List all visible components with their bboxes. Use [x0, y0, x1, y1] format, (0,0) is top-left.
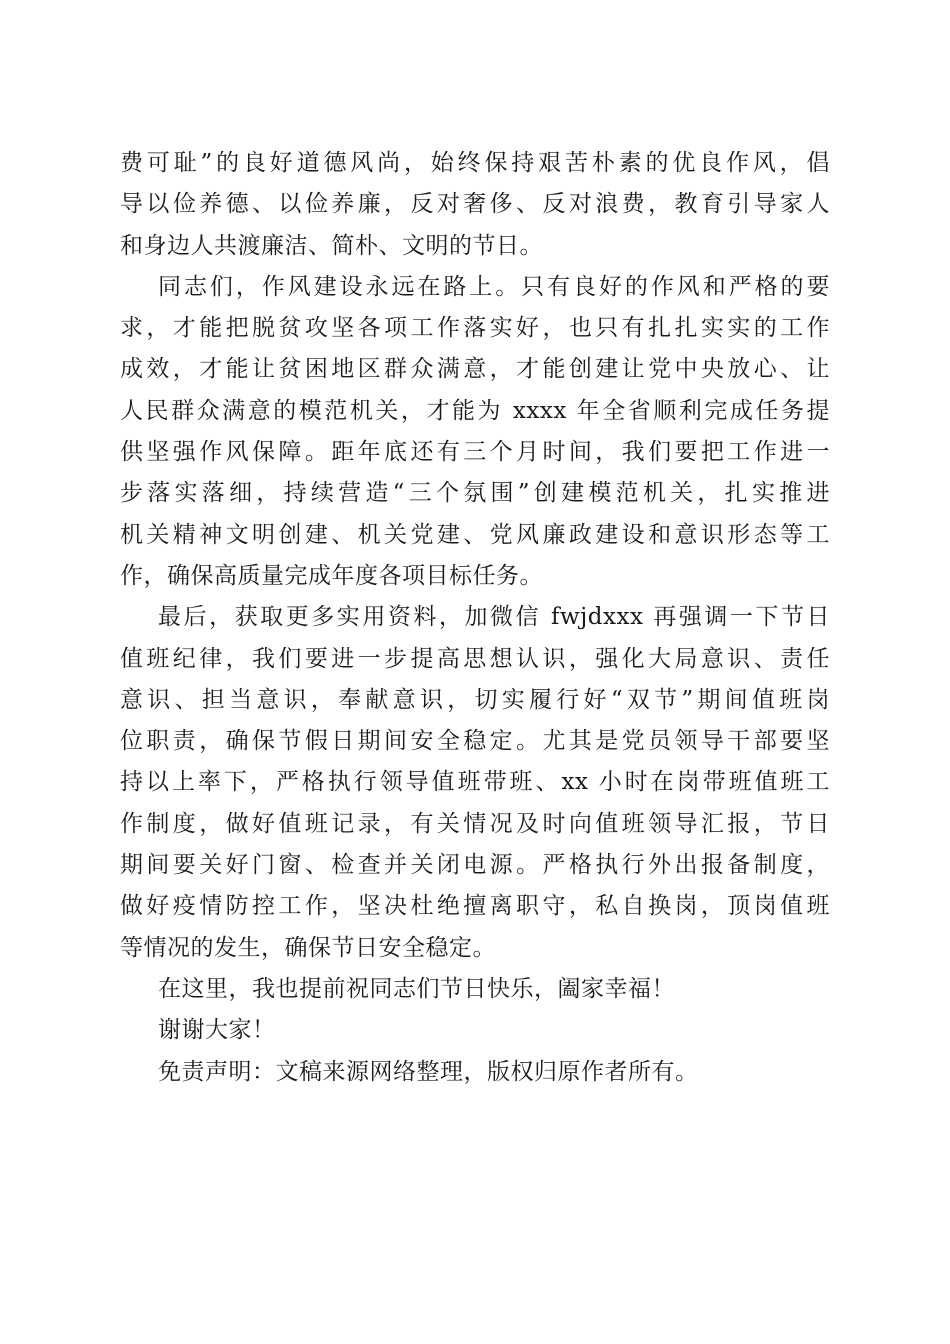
paragraph-3-line-4: 位职责，确保节假日期间安全稳定。尤其是党员领导干部要坚 [120, 728, 830, 755]
paragraph-2-line-7: 机关精神文明创建、机关党建、党风廉政建设和意识形态等工 [120, 521, 830, 548]
paragraph-3-line-5: 持以上率下，严格执行领导值班带班、xx 小时在岗带班值班工 [120, 769, 830, 796]
paragraph-2-line-1: 同志们，作风建设永远在路上。只有良好的作风和严格的要 [158, 273, 830, 300]
paragraph-2-line-4: 人民群众满意的模范机关，才能为 xxxx 年全省顺利完成任务提 [120, 397, 830, 424]
paragraph-3-line-2: 值班纪律，我们要进一步提高思想认识，强化大局意识、责任 [120, 645, 830, 672]
paragraph-2-line-5: 供坚强作风保障。距年底还有三个月时间，我们要把工作进一 [120, 439, 830, 466]
paragraph-3-line-8: 做好疫情防控工作，坚决杜绝擅离职守，私自换岗，顶岗值班 [120, 893, 830, 920]
paragraph-2-line-6: 步落实落细，持续营造“三个氛围”创建模范机关，扎实推进 [120, 480, 830, 507]
paragraph-3-line-7: 期间要关好门窗、检查并关闭电源。严格执行外出报备制度， [120, 852, 830, 879]
closing-wishes: 在这里，我也提前祝同志们节日快乐，阖家幸福！ [158, 975, 675, 1002]
paragraph-3-line-6: 作制度，做好值班记录，有关情况及时向值班领导汇报，节日 [120, 810, 830, 837]
paragraph-1-line-3: 和身边人共渡廉洁、简朴、文明的节日。 [120, 232, 543, 259]
paragraph-3-line-9: 等情况的发生，确保节日安全稳定。 [120, 934, 496, 961]
paragraph-2-line-3: 成效，才能让贫困地区群众满意，才能创建让党中央放心、让 [120, 356, 830, 383]
paragraph-1-line-1: 费可耻”的良好道德风尚，始终保持艰苦朴素的优良作风，倡 [120, 150, 830, 176]
paragraph-1-line-2: 导以俭养德、以俭养廉，反对奢侈、反对浪费，教育引导家人 [120, 191, 830, 218]
paragraph-2-line-8: 作，确保高质量完成年度各项目标任务。 [120, 562, 543, 589]
disclaimer: 免责声明：文稿来源网络整理，版权归原作者所有。 [158, 1058, 699, 1085]
closing-thanks: 谢谢大家！ [158, 1017, 276, 1044]
paragraph-2-line-2: 求，才能把脱贫攻坚各项工作落实好，也只有扎扎实实的工作 [120, 315, 830, 342]
document-body [120, 143, 830, 1093]
paragraph-3-line-3: 意识、担当意识，奉献意识，切实履行好“双节”期间值班岗 [120, 686, 830, 713]
paragraph-3-line-1: 最后，获取更多实用资料，加微信 fwjdxxx 再强调一下节日 [158, 604, 830, 631]
